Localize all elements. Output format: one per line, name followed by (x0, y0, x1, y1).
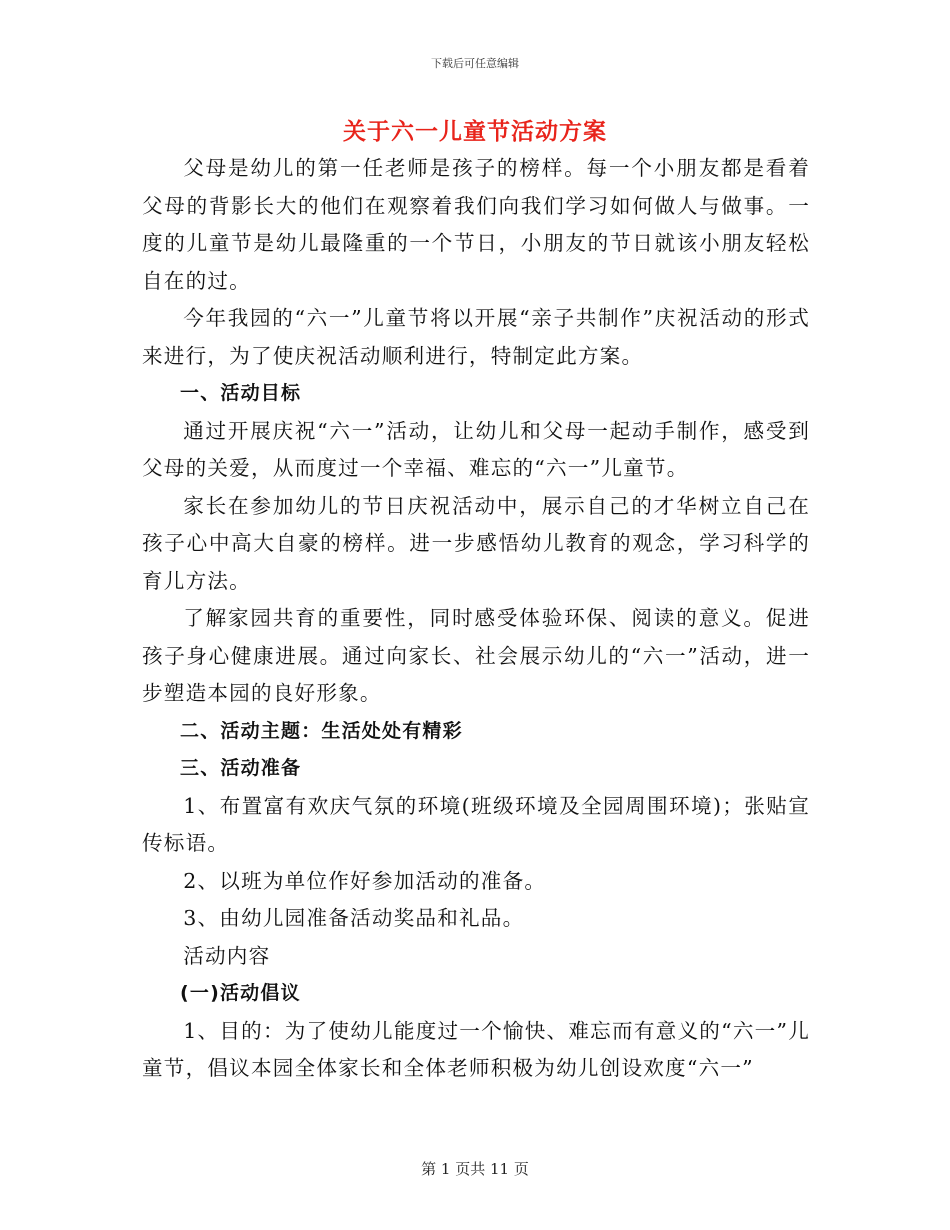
section-heading-goals: 一、活动目标 (180, 382, 302, 404)
document-title: 关于六一儿童节活动方案 (343, 118, 607, 145)
list-item-purpose: 1、目的：为了使幼儿能度过一个愉快、难忘而有意义的“六一”儿童节，倡议本园全体家长和全体老师积极为幼儿创设欢度“六一” (142, 1018, 810, 1080)
list-item-prep-1: 1、布置富有欢庆气氛的环境(班级环境及全园周围环境)；张贴宣传标语。 (142, 793, 810, 855)
header-note: 下载后可任意编辑 (431, 57, 519, 70)
subsection-heading-proposal: (一)活动倡议 (180, 982, 301, 1004)
page-footer: 第 1 页共 11 页 (421, 1160, 529, 1178)
paragraph-goal-3: 了解家园共育的重要性，同时感受体验环保、阅读的意义。促进孩子身心健康进展。通过向家长、社会展示幼儿的“六一”活动，进一步塑造本园的良好形象。 (142, 606, 810, 705)
section-heading-theme: 二、活动主题：生活处处有精彩 (180, 719, 463, 742)
section-heading-preparation: 三、活动准备 (180, 757, 302, 779)
paragraph-plan: 今年我园的“六一”儿童节将以开展“亲子共制作”庆祝活动的形式来进行，为了使庆祝活动顺利进行，特制定此方案。 (142, 306, 810, 368)
list-item-prep-2: 2、以班为单位作好参加活动的准备。 (183, 868, 547, 893)
list-item-prep-3: 3、由幼儿园准备活动奖品和礼品。 (183, 906, 525, 930)
section-label-content: 活动内容 (183, 943, 271, 968)
paragraph-goal-1: 通过开展庆祝“六一”活动，让幼儿和父母一起动手制作，感受到父母的关爱，从而度过一个幸福、难忘的“六一”儿童节。 (142, 418, 810, 480)
paragraph-intro: 父母是幼儿的第一任老师是孩子的榜样。每一个小朋友都是看着父母的背影长大的他们在观察着我们向我们学习如何做人与做事。一度的儿童节是幼儿最隆重的一个节日，小朋友的节日就该小朋友轻松自在的过。 (142, 156, 810, 293)
document-body (142, 150, 810, 1088)
paragraph-goal-2: 家长在参加幼儿的节日庆祝活动中，展示自己的才华树立自己在孩子心中高大自豪的榜样。进一步感悟幼儿教育的观念，学习科学的育儿方法。 (142, 493, 810, 593)
